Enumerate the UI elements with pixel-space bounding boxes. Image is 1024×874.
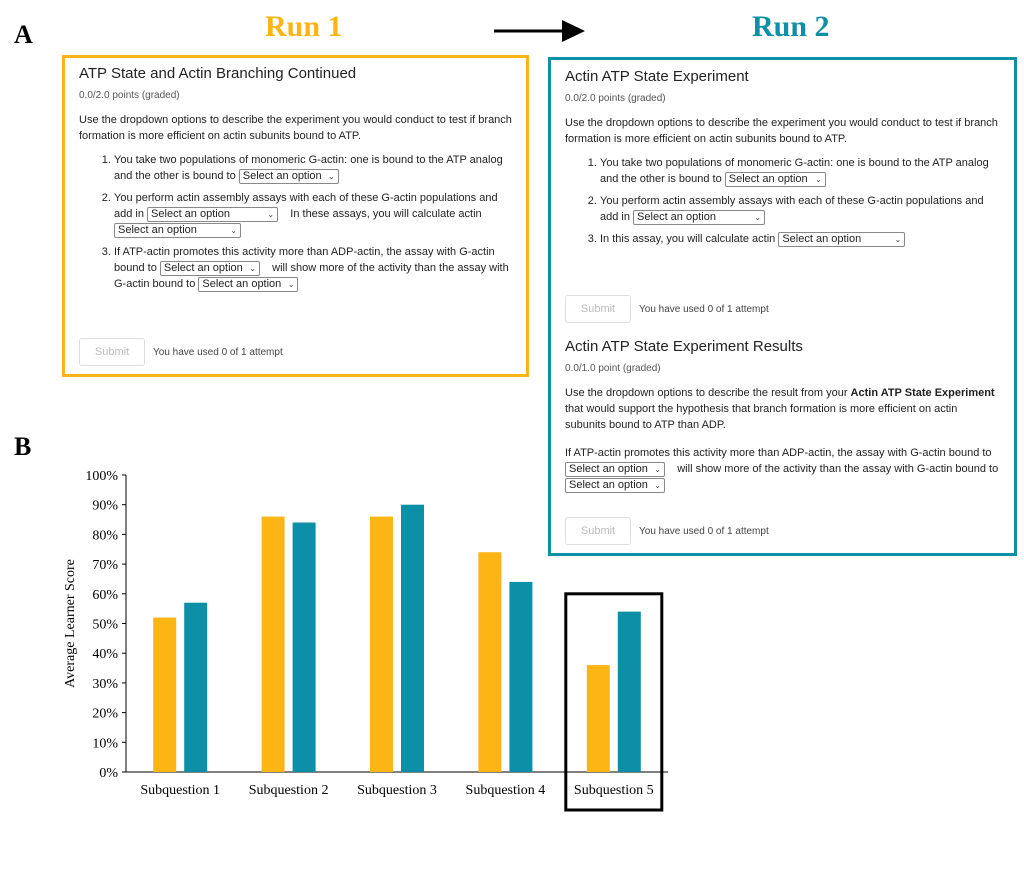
- run2-q1-attempts: You have used 0 of 1 attempt: [639, 303, 769, 315]
- y-tick-label: 20%: [92, 706, 118, 722]
- run1-select-2[interactable]: Select an option ⌄: [147, 207, 278, 222]
- run1-step-3: 3. If ATP-actin promotes this activity more than ADP-actin, the assay with G-actin bound to Select an option ⌄ will show more of the activity than the assay with G-actin bound to Select an option ⌄: [114, 244, 512, 292]
- bar-series-2: [618, 612, 641, 772]
- chevron-down-icon: ⌄: [654, 464, 661, 474]
- y-tick-label: 70%: [92, 558, 118, 574]
- bar-series-1: [370, 517, 393, 772]
- y-tick-label: 0%: [99, 766, 118, 781]
- run1-select-5[interactable]: Select an option ⌄: [198, 277, 298, 292]
- run2-q2-points: 0.0/1.0 point (graded): [565, 363, 661, 374]
- run2-q2-title: Actin ATP State Experiment Results: [565, 338, 803, 355]
- x-tick-label: Subquestion 5: [573, 783, 654, 798]
- run2-select-4[interactable]: Select an option ⌄: [565, 462, 665, 477]
- chevron-down-icon: ⌄: [815, 174, 822, 184]
- run1-intro: Use the dropdown options to describe the experiment you would conduct to test if branch formation is more efficient on actin subunits bound to ATP.: [79, 114, 512, 142]
- chevron-down-icon: ⌄: [249, 263, 256, 273]
- run2-q2-submit-button[interactable]: Submit: [565, 517, 631, 545]
- run2-q1-submit-button[interactable]: Submit: [565, 295, 631, 323]
- run2-q1-intro: Use the dropdown options to describe the experiment you would conduct to test if branch formation is more efficient on actin subunits bound to ATP.: [565, 117, 998, 145]
- run2-step-1: 1. You take two populations of monomeric G-actin: one is bound to the ATP analog and the other is bound to Select an option ⌄: [600, 155, 1000, 187]
- run1-step-1: 1. You take two populations of monomeric G-actin: one is bound to the ATP analog and the other is bound to Select an option ⌄: [114, 152, 512, 184]
- x-tick-label: Subquestion 1: [140, 783, 221, 798]
- run2-step-3: 3. In this assay, you will calculate actin Select an option ⌄: [600, 231, 1000, 247]
- y-tick-label: 90%: [92, 498, 118, 514]
- chevron-down-icon: ⌄: [654, 480, 661, 490]
- chevron-down-icon: ⌄: [754, 212, 762, 222]
- run2-q1-points: 0.0/2.0 points (graded): [565, 93, 666, 104]
- bar-series-1: [262, 517, 285, 772]
- run1-title: Run 1: [265, 10, 343, 43]
- chevron-down-icon: ⌄: [894, 234, 902, 244]
- y-tick-label: 40%: [92, 647, 118, 663]
- x-tick-label: Subquestion 4: [465, 783, 546, 798]
- chevron-down-icon: ⌄: [287, 279, 295, 289]
- y-tick-label: 10%: [92, 736, 118, 752]
- bar-series-2: [401, 505, 424, 772]
- y-axis-title: Average Learner Score: [63, 559, 78, 688]
- y-tick-label: 60%: [92, 587, 118, 603]
- run1-submit-button[interactable]: Submit: [79, 338, 145, 366]
- highlight-box: [566, 594, 662, 810]
- y-tick-label: 50%: [92, 617, 118, 633]
- chevron-down-icon: ⌄: [328, 171, 335, 181]
- chevron-down-icon: ⌄: [230, 225, 237, 235]
- run2-select-2[interactable]: Select an option ⌄: [633, 210, 765, 225]
- run1-select-3[interactable]: Select an option ⌄: [114, 223, 241, 238]
- run2-select-5[interactable]: Select an option ⌄: [565, 478, 665, 493]
- bar-series-1: [478, 552, 501, 772]
- run1-problem-title: ATP State and Actin Branching Continued: [79, 65, 357, 82]
- run2-select-1[interactable]: Select an option ⌄: [725, 172, 826, 187]
- y-tick-label: 80%: [92, 528, 118, 544]
- x-tick-label: Subquestion 3: [357, 783, 437, 798]
- bar-series-2: [509, 582, 532, 772]
- x-tick-label: Subquestion 2: [248, 783, 329, 798]
- run1-select-1[interactable]: Select an option ⌄: [239, 169, 339, 184]
- run2-q2-text: If ATP-actin promotes this activity more than ADP-actin, the assay with G-actin bound to Select an option ⌄ will show more of the activity than the assay with G-actin bound to Select an option ⌄: [565, 447, 999, 491]
- run1-step-2: 2. You perform actin assembly assays with each of these G-actin populations and add in Select an option ⌄ In these assays, you will calculate actin Select an option ⌄: [114, 190, 512, 238]
- bar-series-1: [153, 618, 176, 772]
- run2-step-2: 2. You perform actin assembly assays with each of these G-actin populations and add in Select an option ⌄: [600, 193, 1000, 225]
- chevron-down-icon: ⌄: [267, 209, 275, 219]
- run2-q2-attempts: You have used 0 of 1 attempt: [639, 525, 769, 537]
- run1-points: 0.0/2.0 points (graded): [79, 90, 180, 101]
- bar-series-2: [184, 603, 207, 772]
- panel-b-letter: B: [14, 432, 32, 461]
- run1-attempts: You have used 0 of 1 attempt: [153, 346, 283, 358]
- run2-select-3[interactable]: Select an option ⌄: [778, 232, 905, 247]
- bar-series-1: [587, 665, 610, 772]
- panel-a-letter: A: [14, 20, 33, 49]
- run2-title: Run 2: [752, 10, 830, 43]
- run2-q2-intro: Use the dropdown options to describe the result from your Actin ATP State Experiment that would support the hypothesis that branch formation is more efficient on actin subunits bound to ATP than ADP.: [565, 387, 995, 431]
- run1-select-4[interactable]: Select an option ⌄: [160, 261, 260, 276]
- y-tick-label: 100%: [85, 469, 118, 484]
- bar-series-2: [293, 523, 316, 772]
- run2-q1-title: Actin ATP State Experiment: [565, 68, 749, 85]
- y-tick-label: 30%: [92, 676, 118, 692]
